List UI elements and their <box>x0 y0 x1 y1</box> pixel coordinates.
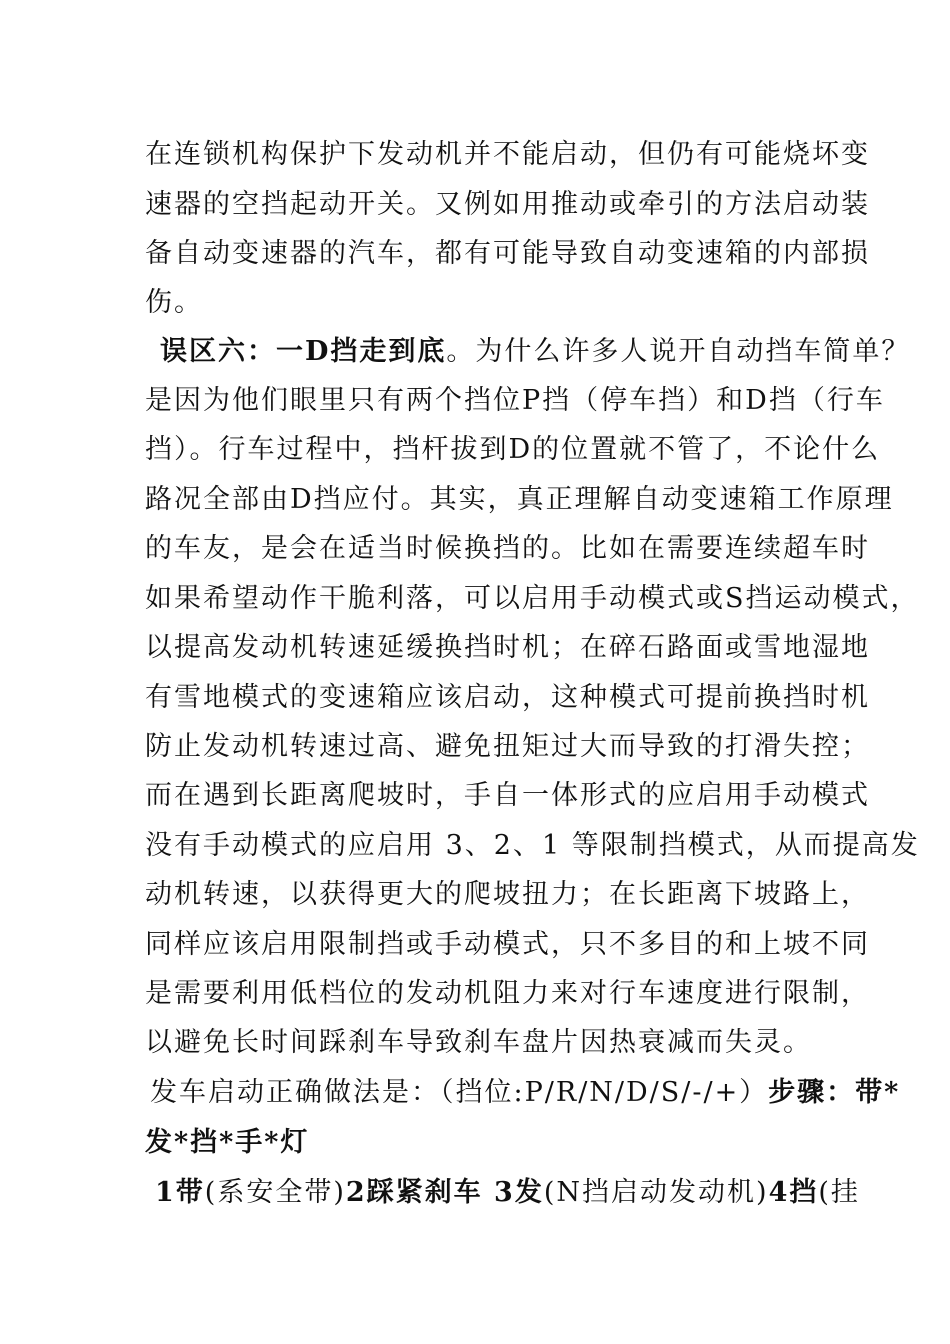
text-line <box>145 673 870 723</box>
text-line <box>145 574 920 624</box>
step-note: (挂 <box>818 1177 860 1208</box>
line-text: 是需要利用低档位的发动机阻力来对行车速度进行限制， <box>145 978 870 1009</box>
line-text: 。为什么许多人说开自动挡车简单？ <box>446 336 911 367</box>
line-text: 以避免长时间踩刹车导致刹车盘片因热衰减而失灵。 <box>145 1027 812 1058</box>
text-line <box>145 524 870 574</box>
step-label: 4挡 <box>768 1177 819 1208</box>
line-text: 防止发动机转速过高、避免扭矩过大而导致的打滑失控； <box>145 731 870 762</box>
steps-mnemonic: 发*挡*手*灯 <box>145 1127 310 1158</box>
line-text: 路况全部由D挡应付。其实，真正理解自动变速箱工作原理 <box>145 484 894 515</box>
line-text: 如果希望动作干脆利落，可以启用手动模式或S挡运动模式， <box>145 583 920 614</box>
text-line <box>145 920 870 970</box>
text-line <box>145 130 870 180</box>
line-text: 动机转速，以获得更大的爬坡扭力；在长距离下坡路上， <box>145 879 870 910</box>
line-text: 没有手动模式的应启用 3、2、1 等限制挡模式，从而提高发 <box>145 830 920 861</box>
step-note: (N挡启动发动机) <box>543 1177 769 1208</box>
line-text: 速器的空挡起动开关。又例如用推动或牵引的方法启动装 <box>145 189 870 220</box>
text-line <box>145 821 920 871</box>
line-text: 伤。 <box>145 287 203 318</box>
text-line <box>145 623 870 673</box>
line-text: 而在遇到长距离爬坡时，手自一体形式的应启用手动模式 <box>145 780 870 811</box>
line-text: 的车友，是会在适当时候换挡的。比如在需要连续超车时 <box>145 533 870 564</box>
text-line <box>160 327 911 377</box>
text-line <box>145 229 870 279</box>
line-text: 是因为他们眼里只有两个挡位P挡（停车挡）和D挡（行车 <box>145 385 885 416</box>
text-line <box>145 1018 825 1068</box>
step-note: (系安全带) <box>204 1177 346 1208</box>
text-line <box>145 969 870 1019</box>
text-line <box>145 722 870 772</box>
text-line <box>145 278 825 328</box>
text-line <box>145 376 885 426</box>
step-label: 1带 <box>155 1177 205 1208</box>
line-text: 发车启动正确做法是：（挡位:P/R/N/D/S/-/+） <box>150 1077 769 1108</box>
line-text: 挡）。行车过程中，挡杆拔到D的位置就不管了，不论什么 <box>145 434 881 465</box>
text-line <box>145 180 870 230</box>
text-line <box>145 425 881 475</box>
line-text: 有雪地模式的变速箱应该启动，这种模式可提前换挡时机 <box>145 682 870 713</box>
text-line <box>155 1168 860 1218</box>
text-line <box>145 870 870 920</box>
line-text: 备自动变速器的汽车，都有可能导致自动变速箱的内部损 <box>145 238 870 269</box>
steps-heading: 步骤：带* <box>768 1077 901 1108</box>
text-line <box>145 771 870 821</box>
text-line <box>150 1068 901 1118</box>
section-heading: 误区六：一D挡走到底 <box>160 336 447 367</box>
text-line <box>145 1118 825 1168</box>
line-text: 同样应该启用限制挡或手动模式，只不多目的和上坡不同 <box>145 929 870 960</box>
step-label: 2踩紧刹车 3发 <box>345 1177 544 1208</box>
text-line <box>145 475 894 525</box>
line-text: 在连锁机构保护下发动机并不能启动，但仍有可能烧坏变 <box>145 139 870 170</box>
line-text: 以提高发动机转速延缓换挡时机；在碎石路面或雪地湿地 <box>145 632 870 663</box>
